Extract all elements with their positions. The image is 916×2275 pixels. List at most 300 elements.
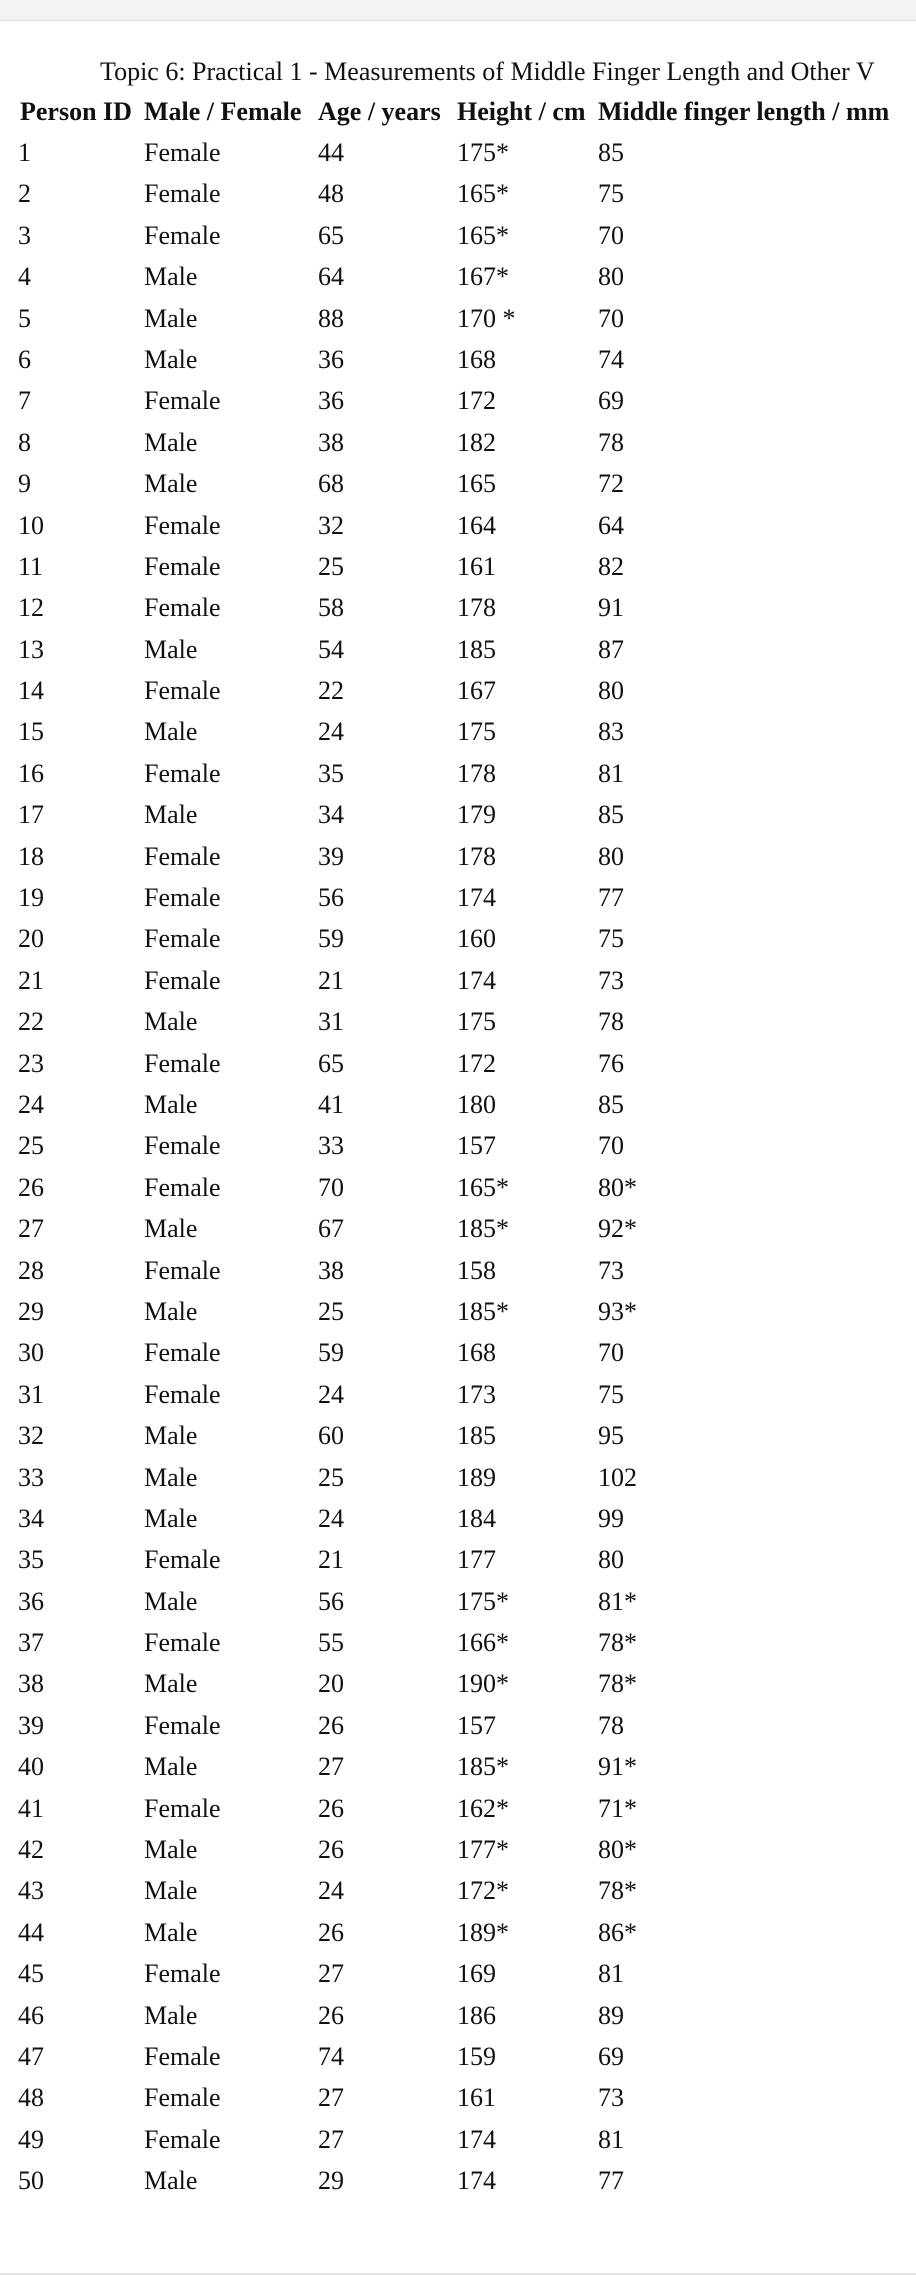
cell-person-id: 16 bbox=[18, 758, 44, 788]
table-row bbox=[0, 256, 916, 297]
cell-height: 180 bbox=[457, 1089, 496, 1119]
cell-person-id: 31 bbox=[18, 1379, 44, 1409]
cell-sex: Male bbox=[144, 1752, 198, 1782]
cell-middle-finger: 78 bbox=[598, 1710, 624, 1740]
cell-person-id: 1 bbox=[18, 138, 31, 167]
cell-height: 174 bbox=[457, 2124, 496, 2154]
cell-height: 184 bbox=[457, 1503, 496, 1533]
cell-person-id: 8 bbox=[18, 427, 31, 457]
cell-age: 60 bbox=[318, 1421, 344, 1451]
cell-age: 32 bbox=[318, 510, 344, 540]
table-row bbox=[0, 422, 916, 463]
cell-age: 25 bbox=[318, 1462, 344, 1492]
cell-height: 189* bbox=[457, 1917, 509, 1947]
cell-sex: Female bbox=[144, 924, 221, 954]
cell-height: 190* bbox=[457, 1669, 509, 1699]
cell-height: 168 bbox=[457, 1338, 496, 1368]
table-row bbox=[0, 836, 916, 877]
cell-middle-finger: 81 bbox=[598, 1959, 624, 1989]
cell-age: 24 bbox=[318, 1503, 344, 1533]
table-row bbox=[0, 1250, 916, 1291]
cell-sex: Male bbox=[144, 1007, 198, 1037]
cell-sex: Female bbox=[144, 2083, 221, 2113]
cell-middle-finger: 87 bbox=[598, 634, 624, 664]
cell-middle-finger: 70 bbox=[598, 220, 624, 250]
table-row bbox=[0, 753, 916, 794]
cell-person-id: 4 bbox=[18, 262, 31, 292]
table-row bbox=[0, 1084, 916, 1125]
cell-middle-finger: 69 bbox=[598, 2041, 624, 2071]
cell-person-id: 32 bbox=[18, 1421, 44, 1451]
cell-middle-finger: 102 bbox=[598, 1462, 637, 1492]
table-row bbox=[0, 960, 916, 1001]
table-row bbox=[0, 1374, 916, 1415]
cell-age: 22 bbox=[318, 676, 344, 706]
cell-height: 172 bbox=[457, 386, 496, 416]
cell-middle-finger: 74 bbox=[598, 344, 624, 374]
cell-height: 172 bbox=[457, 1048, 496, 1078]
cell-sex: Male bbox=[144, 800, 198, 830]
cell-person-id: 36 bbox=[18, 1586, 44, 1616]
cell-middle-finger: 78* bbox=[598, 1628, 637, 1658]
cell-middle-finger: 80* bbox=[598, 1172, 637, 1202]
cell-age: 39 bbox=[318, 841, 344, 871]
cell-height: 165* bbox=[457, 179, 509, 209]
cell-person-id: 47 bbox=[18, 2041, 44, 2071]
cell-age: 70 bbox=[318, 1172, 344, 1202]
cell-middle-finger: 81* bbox=[598, 1586, 637, 1616]
cell-middle-finger: 73 bbox=[598, 2083, 624, 2113]
cell-middle-finger: 81 bbox=[598, 2124, 624, 2154]
cell-age: 35 bbox=[318, 758, 344, 788]
table-row bbox=[0, 587, 916, 628]
table-row bbox=[0, 670, 916, 711]
cell-person-id: 12 bbox=[18, 593, 44, 623]
table-row bbox=[0, 463, 916, 504]
cell-sex: Female bbox=[144, 386, 221, 416]
cell-sex: Female bbox=[144, 1710, 221, 1740]
cell-middle-finger: 80 bbox=[598, 1545, 624, 1575]
table-row bbox=[0, 1167, 916, 1208]
table-row bbox=[0, 1870, 916, 1911]
cell-middle-finger: 83 bbox=[598, 717, 624, 747]
column-header-age: Age / years bbox=[318, 97, 441, 126]
cell-height: 157 bbox=[457, 1131, 496, 1161]
cell-middle-finger: 75 bbox=[598, 179, 624, 209]
viewer-top-bar bbox=[0, 0, 916, 21]
cell-middle-finger: 85 bbox=[598, 138, 624, 167]
table-row bbox=[0, 629, 916, 670]
cell-person-id: 25 bbox=[18, 1131, 44, 1161]
cell-middle-finger: 70 bbox=[598, 1338, 624, 1368]
cell-sex: Female bbox=[144, 1959, 221, 1989]
cell-sex: Male bbox=[144, 1669, 198, 1699]
cell-sex: Male bbox=[144, 1917, 198, 1947]
table-row bbox=[0, 1995, 916, 2036]
cell-middle-finger: 70 bbox=[598, 303, 624, 333]
cell-person-id: 30 bbox=[18, 1338, 44, 1368]
cell-person-id: 38 bbox=[18, 1669, 44, 1699]
table-row bbox=[0, 1788, 916, 1829]
cell-person-id: 44 bbox=[18, 1917, 44, 1947]
cell-sex: Male bbox=[144, 1089, 198, 1119]
cell-middle-finger: 78* bbox=[598, 1669, 637, 1699]
cell-person-id: 6 bbox=[18, 344, 31, 374]
cell-middle-finger: 72 bbox=[598, 469, 624, 499]
cell-age: 44 bbox=[318, 138, 344, 167]
cell-middle-finger: 86* bbox=[598, 1917, 637, 1947]
table-row bbox=[0, 2160, 916, 2201]
cell-age: 33 bbox=[318, 1131, 344, 1161]
table-row bbox=[0, 794, 916, 835]
cell-height: 174 bbox=[457, 2166, 496, 2196]
cell-age: 26 bbox=[318, 2000, 344, 2030]
cell-age: 24 bbox=[318, 1876, 344, 1906]
column-header-person-id: Person ID bbox=[20, 97, 132, 126]
cell-age: 27 bbox=[318, 1959, 344, 1989]
cell-sex: Male bbox=[144, 2000, 198, 2030]
cell-height: 178 bbox=[457, 841, 496, 871]
cell-sex: Female bbox=[144, 551, 221, 581]
table-row bbox=[0, 1291, 916, 1332]
cell-person-id: 48 bbox=[18, 2083, 44, 2113]
cell-middle-finger: 89 bbox=[598, 2000, 624, 2030]
cell-person-id: 18 bbox=[18, 841, 44, 871]
cell-age: 38 bbox=[318, 1255, 344, 1285]
cell-age: 36 bbox=[318, 344, 344, 374]
cell-person-id: 46 bbox=[18, 2000, 44, 2030]
cell-sex: Male bbox=[144, 1462, 198, 1492]
cell-person-id: 13 bbox=[18, 634, 44, 664]
cell-middle-finger: 77 bbox=[598, 2166, 624, 2196]
cell-age: 64 bbox=[318, 262, 344, 292]
cell-person-id: 11 bbox=[18, 551, 44, 581]
cell-age: 58 bbox=[318, 593, 344, 623]
cell-person-id: 45 bbox=[18, 1959, 44, 1989]
cell-person-id: 2 bbox=[18, 179, 31, 209]
cell-sex: Male bbox=[144, 1296, 198, 1326]
cell-person-id: 34 bbox=[18, 1503, 44, 1533]
cell-sex: Male bbox=[144, 303, 198, 333]
cell-age: 27 bbox=[318, 2124, 344, 2154]
table-row bbox=[0, 132, 916, 173]
cell-middle-finger: 77 bbox=[598, 883, 624, 913]
cell-age: 59 bbox=[318, 1338, 344, 1368]
cell-person-id: 40 bbox=[18, 1752, 44, 1782]
cell-sex: Male bbox=[144, 1421, 198, 1451]
cell-person-id: 22 bbox=[18, 1007, 44, 1037]
cell-sex: Female bbox=[144, 1545, 221, 1575]
cell-height: 175 bbox=[457, 1007, 496, 1037]
table-row bbox=[0, 1663, 916, 1704]
cell-height: 168 bbox=[457, 344, 496, 374]
cell-middle-finger: 75 bbox=[598, 924, 624, 954]
column-header-height: Height / cm bbox=[457, 97, 586, 126]
cell-height: 175 bbox=[457, 717, 496, 747]
cell-height: 185 bbox=[457, 1421, 496, 1451]
cell-middle-finger: 95 bbox=[598, 1421, 624, 1451]
cell-sex: Female bbox=[144, 2041, 221, 2071]
cell-middle-finger: 73 bbox=[598, 1255, 624, 1285]
cell-middle-finger: 82 bbox=[598, 551, 624, 581]
cell-person-id: 50 bbox=[18, 2166, 44, 2196]
cell-height: 172* bbox=[457, 1876, 509, 1906]
cell-sex: Female bbox=[144, 1338, 221, 1368]
table-row bbox=[0, 2077, 916, 2118]
page-title: Topic 6: Practical 1 - Measurements of Middle Finger Length and Other V bbox=[100, 57, 875, 86]
cell-person-id: 21 bbox=[18, 965, 44, 995]
cell-sex: Male bbox=[144, 717, 198, 747]
table-row bbox=[0, 1746, 916, 1787]
cell-age: 65 bbox=[318, 1048, 344, 1078]
cell-middle-finger: 92* bbox=[598, 1214, 637, 1244]
table-row bbox=[0, 215, 916, 256]
cell-age: 38 bbox=[318, 427, 344, 457]
cell-person-id: 42 bbox=[18, 1835, 44, 1865]
cell-age: 55 bbox=[318, 1628, 344, 1658]
cell-height: 182 bbox=[457, 427, 496, 457]
cell-sex: Female bbox=[144, 2124, 221, 2154]
cell-person-id: 14 bbox=[18, 676, 44, 706]
cell-age: 20 bbox=[318, 1669, 344, 1699]
cell-age: 68 bbox=[318, 469, 344, 499]
cell-height: 174 bbox=[457, 883, 496, 913]
cell-age: 26 bbox=[318, 1917, 344, 1947]
cell-middle-finger: 64 bbox=[598, 510, 624, 540]
cell-middle-finger: 73 bbox=[598, 965, 624, 995]
cell-sex: Female bbox=[144, 1379, 221, 1409]
cell-age: 59 bbox=[318, 924, 344, 954]
cell-age: 31 bbox=[318, 1007, 344, 1037]
cell-middle-finger: 78* bbox=[598, 1876, 637, 1906]
column-header-sex: Male / Female bbox=[144, 97, 302, 126]
cell-middle-finger: 70 bbox=[598, 1131, 624, 1161]
cell-sex: Female bbox=[144, 1628, 221, 1658]
cell-sex: Female bbox=[144, 1172, 221, 1202]
table-row bbox=[0, 339, 916, 380]
cell-height: 189 bbox=[457, 1462, 496, 1492]
table-row bbox=[0, 711, 916, 752]
cell-height: 161 bbox=[457, 2083, 496, 2113]
cell-height: 160 bbox=[457, 924, 496, 954]
table-row bbox=[0, 1043, 916, 1084]
table-row bbox=[0, 1125, 916, 1166]
cell-person-id: 35 bbox=[18, 1545, 44, 1575]
cell-middle-finger: 71* bbox=[598, 1793, 637, 1823]
table-row bbox=[0, 918, 916, 959]
cell-age: 26 bbox=[318, 1835, 344, 1865]
data-table-body bbox=[0, 132, 916, 2202]
cell-age: 26 bbox=[318, 1710, 344, 1740]
cell-sex: Female bbox=[144, 883, 221, 913]
cell-height: 175* bbox=[457, 1586, 509, 1616]
cell-sex: Female bbox=[144, 220, 221, 250]
cell-height: 178 bbox=[457, 593, 496, 623]
cell-age: 65 bbox=[318, 220, 344, 250]
cell-age: 25 bbox=[318, 1296, 344, 1326]
cell-age: 27 bbox=[318, 1752, 344, 1782]
cell-middle-finger: 80 bbox=[598, 676, 624, 706]
cell-person-id: 29 bbox=[18, 1296, 44, 1326]
cell-sex: Male bbox=[144, 2166, 198, 2196]
cell-height: 158 bbox=[457, 1255, 496, 1285]
table-row bbox=[0, 2036, 916, 2077]
cell-sex: Female bbox=[144, 510, 221, 540]
cell-middle-finger: 78 bbox=[598, 427, 624, 457]
cell-sex: Male bbox=[144, 469, 198, 499]
cell-height: 162* bbox=[457, 1793, 509, 1823]
cell-person-id: 26 bbox=[18, 1172, 44, 1202]
cell-sex: Female bbox=[144, 1255, 221, 1285]
table-row bbox=[0, 1208, 916, 1249]
cell-sex: Female bbox=[144, 965, 221, 995]
cell-sex: Female bbox=[144, 758, 221, 788]
cell-height: 157 bbox=[457, 1710, 496, 1740]
cell-age: 21 bbox=[318, 1545, 344, 1575]
table-row bbox=[0, 1912, 916, 1953]
cell-sex: Female bbox=[144, 179, 221, 209]
cell-height: 177 bbox=[457, 1545, 496, 1575]
table-row bbox=[0, 877, 916, 918]
table-row bbox=[0, 546, 916, 587]
table-row bbox=[0, 1953, 916, 1994]
cell-middle-finger: 80 bbox=[598, 262, 624, 292]
table-row bbox=[0, 1581, 916, 1622]
cell-person-id: 28 bbox=[18, 1255, 44, 1285]
cell-age: 54 bbox=[318, 634, 344, 664]
cell-middle-finger: 78 bbox=[598, 1007, 624, 1037]
cell-height: 177* bbox=[457, 1835, 509, 1865]
table-row bbox=[0, 1705, 916, 1746]
cell-sex: Male bbox=[144, 344, 198, 374]
table-row bbox=[0, 2119, 916, 2160]
cell-age: 26 bbox=[318, 1793, 344, 1823]
cell-age: 34 bbox=[318, 800, 344, 830]
table-row bbox=[0, 1332, 916, 1373]
cell-person-id: 27 bbox=[18, 1214, 44, 1244]
cell-height: 185* bbox=[457, 1296, 509, 1326]
cell-height: 174 bbox=[457, 965, 496, 995]
cell-age: 41 bbox=[318, 1089, 344, 1119]
cell-person-id: 41 bbox=[18, 1793, 44, 1823]
column-header-middle-finger: Middle finger length / mm bbox=[598, 97, 890, 126]
cell-middle-finger: 99 bbox=[598, 1503, 624, 1533]
cell-height: 173 bbox=[457, 1379, 496, 1409]
cell-person-id: 15 bbox=[18, 717, 44, 747]
cell-middle-finger: 80* bbox=[598, 1835, 637, 1865]
cell-middle-finger: 80 bbox=[598, 841, 624, 871]
cell-person-id: 49 bbox=[18, 2124, 44, 2154]
cell-age: 88 bbox=[318, 303, 344, 333]
cell-height: 178 bbox=[457, 758, 496, 788]
cell-middle-finger: 85 bbox=[598, 800, 624, 830]
cell-age: 24 bbox=[318, 1379, 344, 1409]
cell-height: 159 bbox=[457, 2041, 496, 2071]
cell-age: 29 bbox=[318, 2166, 344, 2196]
cell-height: 165* bbox=[457, 220, 509, 250]
table-row bbox=[0, 1001, 916, 1042]
cell-age: 56 bbox=[318, 1586, 344, 1616]
table-row bbox=[0, 1457, 916, 1498]
cell-person-id: 39 bbox=[18, 1710, 44, 1740]
cell-height: 166* bbox=[457, 1628, 509, 1658]
cell-person-id: 33 bbox=[18, 1462, 44, 1492]
table-row bbox=[0, 1829, 916, 1870]
cell-middle-finger: 85 bbox=[598, 1089, 624, 1119]
table-row bbox=[0, 1539, 916, 1580]
document-page bbox=[0, 20, 916, 2273]
cell-person-id: 5 bbox=[18, 303, 31, 333]
cell-height: 179 bbox=[457, 800, 496, 830]
cell-middle-finger: 76 bbox=[598, 1048, 624, 1078]
table-row bbox=[0, 1415, 916, 1456]
cell-sex: Female bbox=[144, 138, 221, 167]
cell-person-id: 7 bbox=[18, 386, 31, 416]
table-row bbox=[0, 173, 916, 214]
cell-sex: Female bbox=[144, 1048, 221, 1078]
cell-height: 167 bbox=[457, 676, 496, 706]
cell-sex: Male bbox=[144, 1214, 198, 1244]
cell-middle-finger: 69 bbox=[598, 386, 624, 416]
cell-age: 56 bbox=[318, 883, 344, 913]
cell-sex: Female bbox=[144, 1793, 221, 1823]
cell-sex: Male bbox=[144, 634, 198, 664]
cell-person-id: 17 bbox=[18, 800, 44, 830]
cell-person-id: 10 bbox=[18, 510, 44, 540]
table-row bbox=[0, 505, 916, 546]
cell-person-id: 19 bbox=[18, 883, 44, 913]
cell-person-id: 37 bbox=[18, 1628, 44, 1658]
cell-sex: Female bbox=[144, 593, 221, 623]
cell-sex: Female bbox=[144, 1131, 221, 1161]
cell-sex: Male bbox=[144, 1586, 198, 1616]
cell-sex: Male bbox=[144, 1835, 198, 1865]
cell-middle-finger: 81 bbox=[598, 758, 624, 788]
cell-height: 167* bbox=[457, 262, 509, 292]
cell-age: 27 bbox=[318, 2083, 344, 2113]
cell-sex: Male bbox=[144, 427, 198, 457]
cell-middle-finger: 91* bbox=[598, 1752, 637, 1782]
cell-height: 185* bbox=[457, 1752, 509, 1782]
cell-height: 165* bbox=[457, 1172, 509, 1202]
cell-height: 186 bbox=[457, 2000, 496, 2030]
cell-age: 74 bbox=[318, 2041, 344, 2071]
cell-person-id: 3 bbox=[18, 220, 31, 250]
cell-age: 67 bbox=[318, 1214, 344, 1244]
cell-sex: Male bbox=[144, 262, 198, 292]
cell-height: 169 bbox=[457, 1959, 496, 1989]
cell-sex: Female bbox=[144, 841, 221, 871]
cell-height: 185* bbox=[457, 1214, 509, 1244]
cell-age: 24 bbox=[318, 717, 344, 747]
table-row bbox=[0, 298, 916, 339]
cell-age: 48 bbox=[318, 179, 344, 209]
cell-sex: Male bbox=[144, 1503, 198, 1533]
cell-age: 25 bbox=[318, 551, 344, 581]
cell-person-id: 23 bbox=[18, 1048, 44, 1078]
cell-height: 185 bbox=[457, 634, 496, 664]
cell-height: 161 bbox=[457, 551, 496, 581]
cell-age: 21 bbox=[318, 965, 344, 995]
cell-age: 36 bbox=[318, 386, 344, 416]
cell-sex: Male bbox=[144, 1876, 198, 1906]
cell-person-id: 24 bbox=[18, 1089, 44, 1119]
cell-height: 164 bbox=[457, 510, 496, 540]
table-row bbox=[0, 380, 916, 421]
cell-sex: Female bbox=[144, 676, 221, 706]
cell-middle-finger: 93* bbox=[598, 1296, 637, 1326]
table-row bbox=[0, 1498, 916, 1539]
